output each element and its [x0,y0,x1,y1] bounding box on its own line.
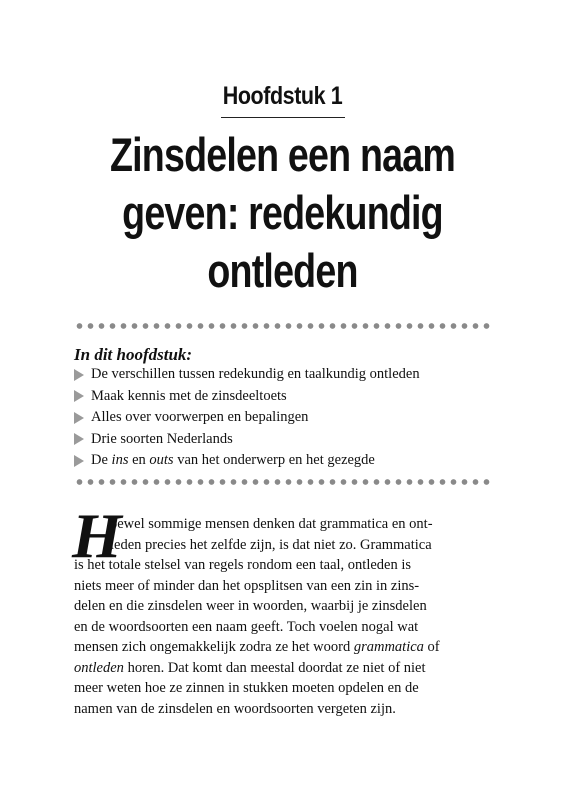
chapter-topics-list [74,364,420,472]
list-item-text [91,452,375,469]
dotted-divider-bottom [74,478,492,486]
chapter-title-line: ontleden [207,244,358,297]
triangle-bullet-icon [74,455,84,467]
dotted-divider-top [74,322,492,330]
paragraph-line-text: of [423,639,440,655]
paragraph-line: is het totale stelsel van regels rondom een taal, ontleden is [74,557,412,573]
list-item-text-part: De [91,452,112,469]
chapter-title-line: geven: redekundig [122,186,443,239]
paragraph-line: leden precies het zelfde zijn, is dat niet zo. Grammatica [110,536,432,553]
drop-cap: H [72,500,122,571]
paragraph-line: en de woordsoorten een naam geeft. Toch voelen nogal wat [74,618,419,635]
triangle-bullet-icon [74,369,84,381]
list-item [74,364,420,386]
list-item-text-part: van het onderwerp en het gezegde [173,452,375,469]
triangle-bullet-icon [74,390,84,402]
list-item-text: De verschillen tussen redekundig en taalkundig ontleden [91,366,420,383]
list-item-emphasis: outs [149,452,174,469]
chapter-title-line: Zinsdelen een naam [109,128,456,181]
emphasized-term: ontleden [74,659,124,676]
paragraph-line: meer weten hoe ze zinnen in stukken moeten opdelen en de [74,680,419,696]
list-item [74,407,420,429]
list-item-text: Maak kennis met de zinsdeeltoets [91,387,287,404]
paragraph-line [74,637,494,658]
emphasized-term: grammatica [353,639,424,655]
list-item-text: Alles over voorwerpen en bepalingen [91,409,309,426]
list-item-text-part: en [128,452,150,469]
paragraph-line-text: horen. Dat komt dan meestal doordat ze niet of niet [123,659,426,676]
in-dit-hoofdstuk-heading: In dit hoofdstuk: [74,345,193,364]
chapter-title [0,126,565,300]
triangle-bullet-icon [74,433,84,445]
list-item [74,429,420,451]
body-paragraph [74,514,494,719]
paragraph-line [74,658,494,679]
triangle-bullet-icon [74,412,84,424]
list-item [74,450,420,472]
chapter-label: Hoofdstuk 1 [222,82,343,110]
list-item [74,386,420,408]
paragraph-line: delen en die zinsdelen weer in woorden, waarbij je zinsdelen [74,598,427,614]
paragraph-line: niets meer of minder dan het opsplitsen van een zin in zins- [74,577,420,594]
paragraph-line: oewel sommige mensen denken dat grammatica en ont- [110,516,433,532]
chapter-rule [221,117,345,118]
list-item-emphasis: ins [111,452,129,469]
paragraph-line-text: mensen zich ongemakkelijk zodra ze het woord [74,639,354,655]
list-item-text: Drie soorten Nederlands [91,430,233,447]
paragraph-line: namen van de zinsdelen en woordsoorten vergeten zijn. [74,700,396,717]
